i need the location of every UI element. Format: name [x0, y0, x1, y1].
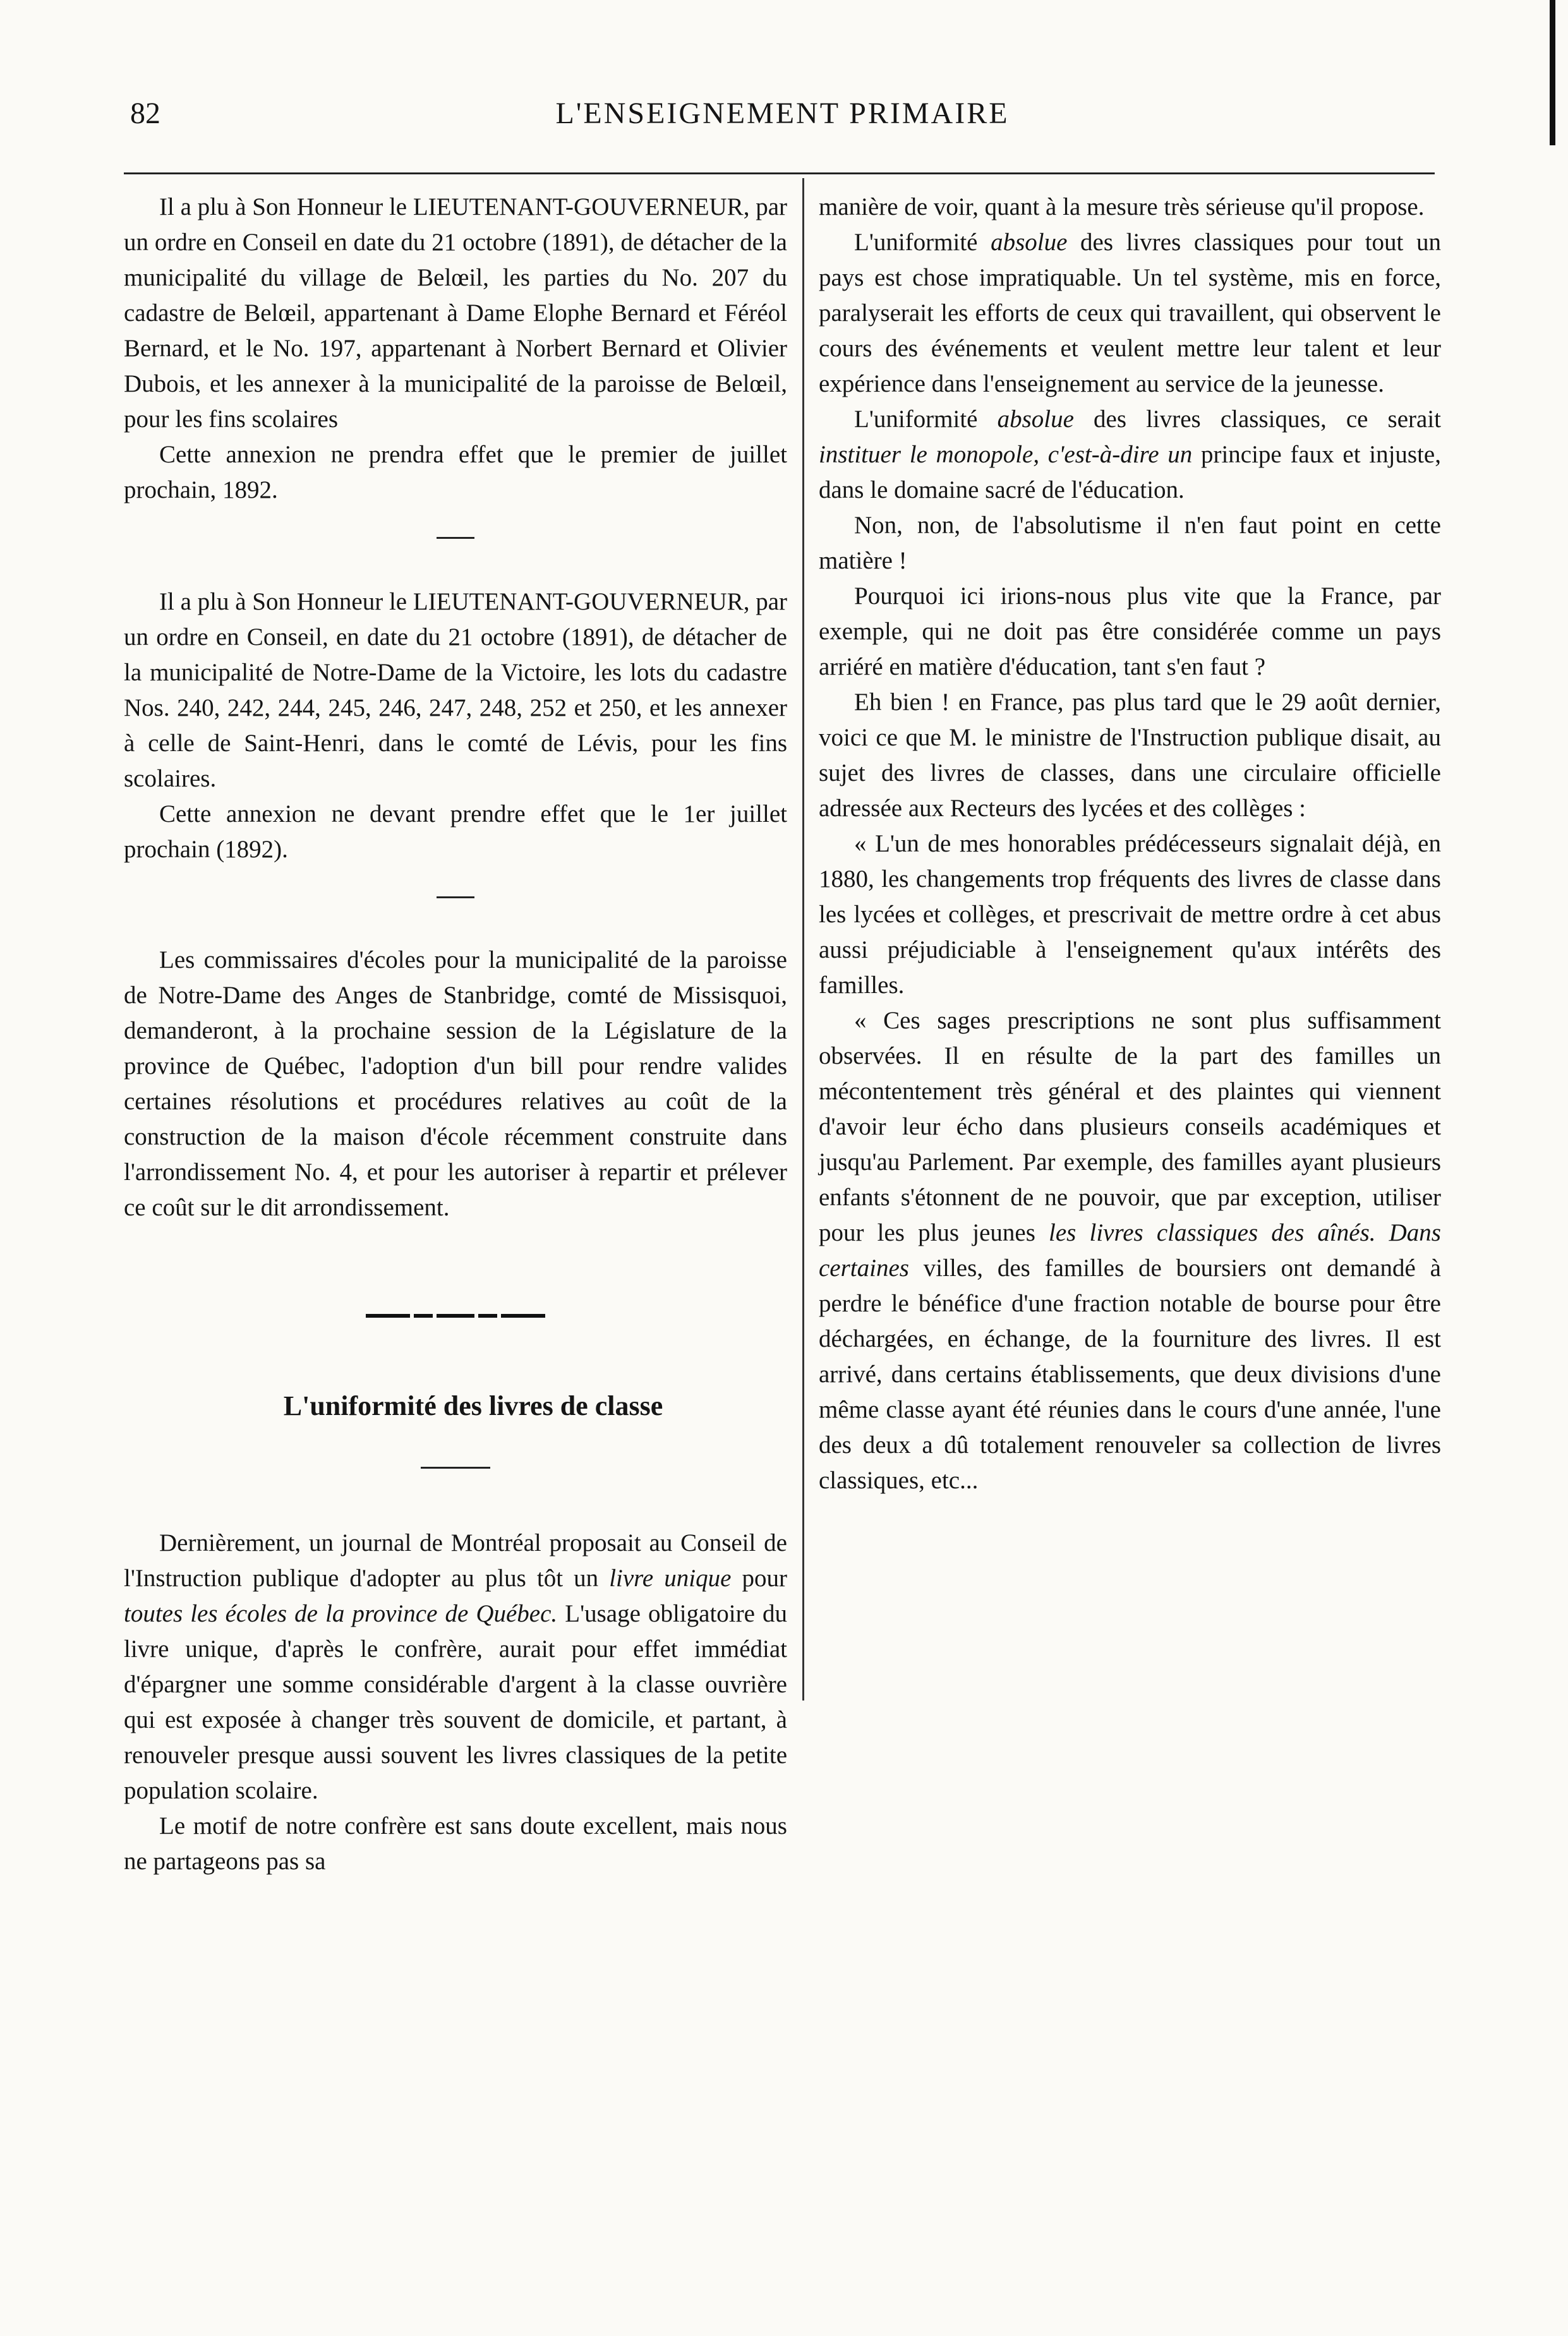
article-paragraph: Eh bien ! en France, pas plus tard que le 29 août dernier, voici ce que M. le ministre de l'Instruction publique disait, au sujet des livres de classes, dans une circulaire officielle adressée aux Recteurs des lycées et des collèges : — [819, 689, 1441, 822]
notice-belœil — [124, 190, 787, 508]
column-divider — [802, 178, 804, 1701]
header-rule — [124, 172, 1435, 174]
article-paragraph: Pourquoi ici irions-nous plus vite que la France, par exemple, qui ne doit pas être considérée comme un pays arriéré en matière d'éducation, tant s'en faut ? — [819, 582, 1441, 680]
separator-dash — [437, 537, 474, 539]
notice-notre-dame-victoire — [124, 584, 787, 867]
notice-paragraph: Les commissaires d'écoles pour la municipalité de la paroisse de Notre-Dame des Anges de Stanbridge, comté de Missisquoi, demanderont, à la prochaine session de la Législature de la province de Québec, l'adoption d'un bill pour rendre valides certaines résolutions et procédures relatives au coût de la construction de la maison d'école récemment construite dans l'arrondissement No. 4, et pour les autoriser à repartir et prélever ce coût sur le dit arrondissement. — [124, 946, 787, 1221]
page-edge-mark — [1550, 0, 1555, 145]
left-column — [124, 190, 787, 1879]
notice-paragraph: Cette annexion ne prendra effet que le premier de juillet prochain, 1892. — [124, 441, 787, 503]
notice-paragraph: Il a plu à Son Honneur le LIEUTENANT-GOUVERNEUR, par un ordre en Conseil, en date du 21 octobre (1891), de détacher de la municipalité de Notre-Dame de la Victoire, les lots du cadastre Nos. 240, 242, 244, 245, 246, 247, 248, 252 et 250, et les annexer à celle de Saint-Henri, dans le comté de Lévis, pour les fins scolaires. — [124, 588, 787, 792]
article-paragraph: Le motif de notre confrère est sans doute excellent, mais nous ne partageons pas sa — [124, 1812, 787, 1875]
running-head: L'ENSEIGNEMENT PRIMAIRE — [555, 97, 1010, 130]
article-paragraph: Dernièrement, un journal de Montréal proposait au Conseil de l'Instruction publique d'adopter au plus tôt un livre unique pour toutes les écoles de la province de Québec. L'usage obligatoire du livre unique, d'après le confrère, aurait pour effet immédiat d'épargner une somme considérable d'argent à la classe ouvrière qui est exposée à changer très souvent de domicile, et partant, à renouveler presque aussi souvent les livres classiques de la petite population scolaire. — [124, 1529, 787, 1804]
article-paragraph: manière de voir, quant à la mesure très sérieuse qu'il propose. — [819, 193, 1425, 220]
separator-dash — [437, 896, 474, 898]
notice-stanbridge — [124, 942, 787, 1225]
right-column — [819, 190, 1441, 1498]
article-paragraph: L'uniformité absolue des livres classiques, ce serait instituer le monopole, c'est-à-dire un principe faux et injuste, dans le domaine sacré de l'éducation. — [819, 406, 1441, 503]
article-paragraph: Non, non, de l'absolutisme il n'en faut point en cette matière ! — [819, 512, 1441, 574]
notice-paragraph: Il a plu à Son Honneur le LIEUTENANT-GOUVERNEUR, par un ordre en Conseil en date du 21 octobre (1891), de détacher de la municipalité du village de Belœil, les parties du No. 207 du cadastre de Belœil, appartenant à Dame Elophe Bernard et Féréol Bernard, et le No. 197, appartenant à Norbert Bernard et Olivier Dubois, et les annexer à la municipalité de la paroisse de Belœil, pour les fins scolaires — [124, 193, 787, 433]
quote-paragraph: « L'un de mes honorables prédécesseurs signalait déjà, en 1880, les changements trop fréquents des livres de classe dans les lycées et collèges, et prescrivait de mettre ordre à cet abus aussi préjudiciable à l'enseignement qu'aux intérêts des familles. — [819, 830, 1441, 999]
page-number: 82 — [130, 97, 160, 130]
article-paragraph: L'uniformité absolue des livres classiques pour tout un pays est chose impratiquable. Un tel système, mis en force, paralyserait les efforts de ceux qui travaillent, qui observent le cours des événements et veulent mettre leur talent et leur expérience dans l'enseignement au service de la jeunesse. — [819, 229, 1441, 397]
title-dash — [421, 1467, 490, 1469]
section-title: L'uniformité des livres de classe — [283, 1390, 663, 1421]
page-header — [124, 95, 1441, 152]
circular-quotation — [819, 826, 1441, 1498]
quote-paragraph: « Ces sages prescriptions ne sont plus suffisamment observées. Il en résulte de la part des familles un mécontentement très général et des plaintes qui viennent d'avoir leur écho dans plusieurs conseils académiques et jusqu'au Parlement. Par exemple, des familles ayant plusieurs enfants s'étonnent de ne pouvoir, que par exception, utiliser pour les plus jeunes les livres classiques des aînés. Dans certaines villes, des familles de boursiers ont demandé à perdre le bénéfice d'une fraction notable de bourse pour être déchargées, en échange, de la fourniture des livres. Il est arrivé, dans certains établissements, que deux divisions d'une même classe ayant été réunies dans le cours d'une année, l'une des deux a dû totalement renouveler sa collection de livres classiques, etc... — [819, 1007, 1441, 1494]
ornamental-rule — [124, 1314, 787, 1318]
notice-paragraph: Cette annexion ne devant prendre effet que le 1er juillet prochain (1892). — [124, 800, 787, 863]
